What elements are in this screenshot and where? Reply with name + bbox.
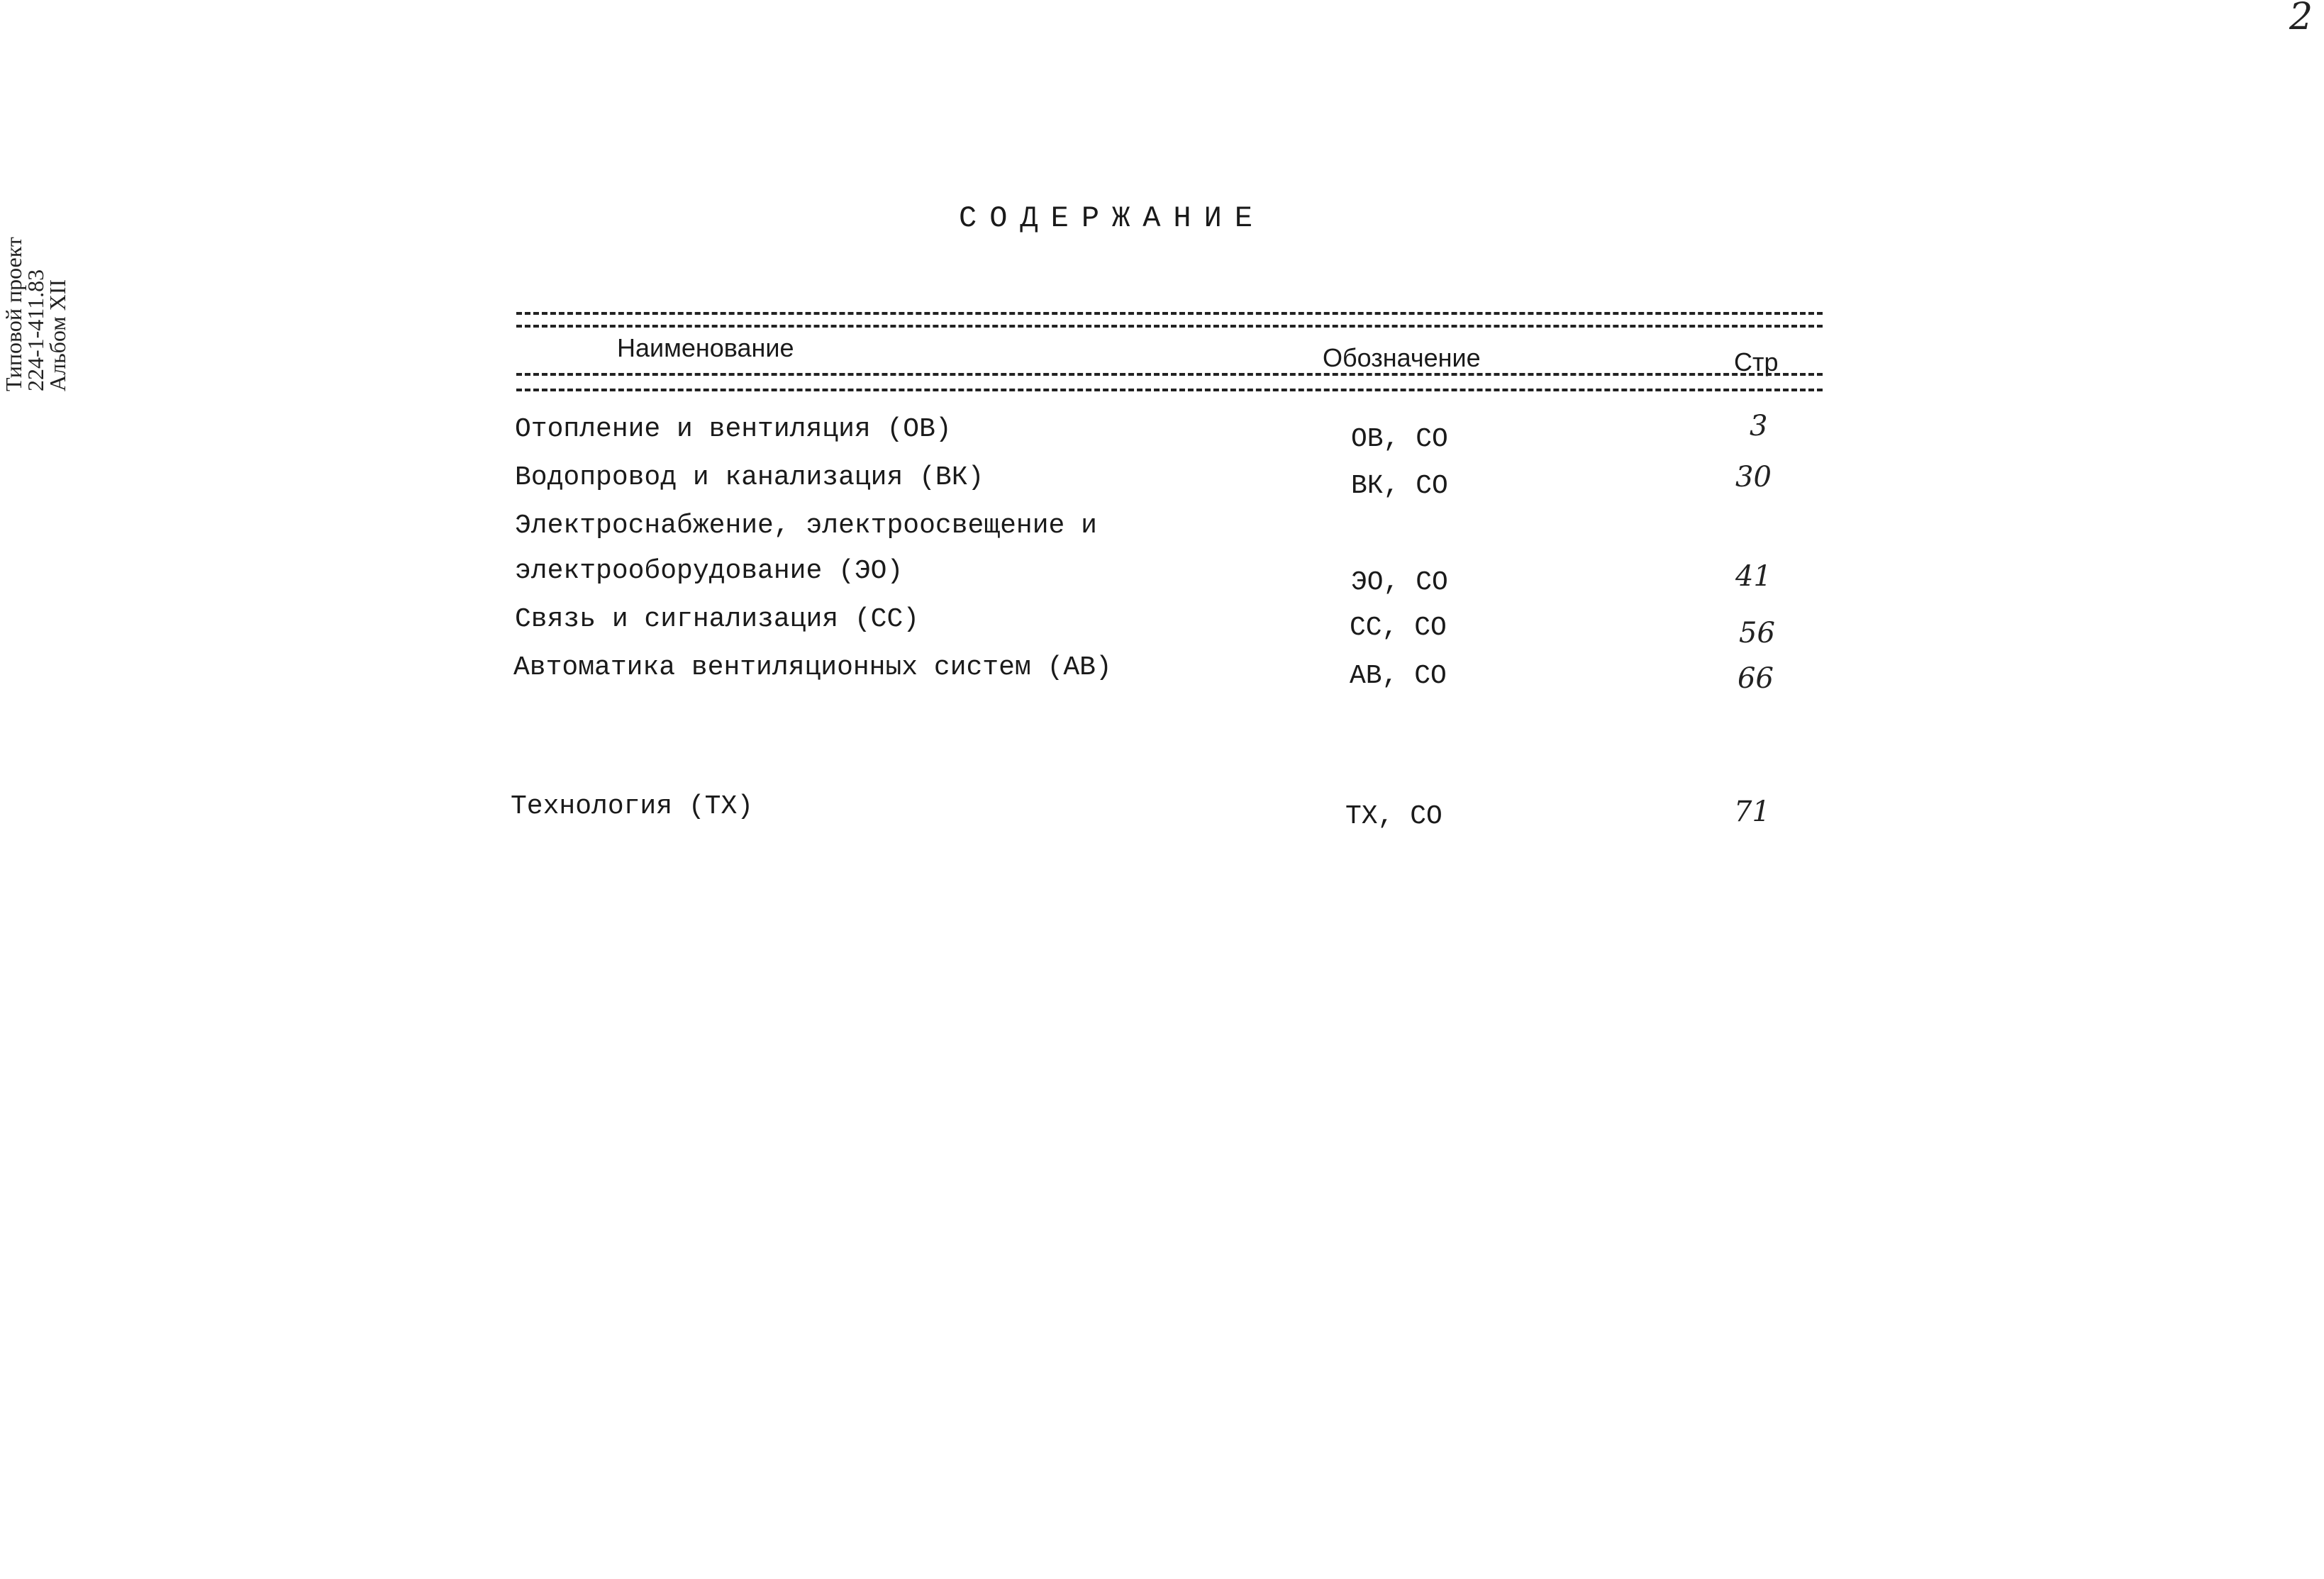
header-name: Наименование xyxy=(617,333,794,362)
side-stamp xyxy=(3,237,69,391)
stamp-line-code: 224-1-411.83 xyxy=(23,269,48,391)
header-page: Стр xyxy=(1734,347,1779,376)
stamp-line-album: Альбом XII xyxy=(45,279,70,391)
page-number: 2 xyxy=(2289,0,2313,38)
row-designation-av: АВ, СО xyxy=(1350,661,1447,691)
row-page-vk: 30 xyxy=(1735,461,1772,493)
header-designation: Обозначение xyxy=(1323,343,1481,372)
row-page-ss: 56 xyxy=(1739,617,1775,649)
row-name-eo-line2: электрооборудование (ЭО) xyxy=(515,556,904,586)
row-designation-ss: СС, СО xyxy=(1350,613,1447,643)
row-name-tx: Технология (ТХ) xyxy=(511,791,754,822)
stamp-line-project: Типовой проект xyxy=(1,237,26,391)
row-name-ss: Связь и сигнализация (СС) xyxy=(515,604,920,635)
row-name-eo-line1: Электроснабжение, электроосвещение и xyxy=(515,510,1097,541)
table-top-rule-inner xyxy=(516,325,1823,328)
row-name-ov: Отопление и вентиляция (ОВ) xyxy=(515,414,952,445)
header-bottom-rule xyxy=(516,373,1823,376)
row-page-ov: 3 xyxy=(1750,410,1768,442)
row-name-av: Автоматика вентиляционных систем (АВ) xyxy=(513,652,1112,683)
row-designation-eo: ЭО, СО xyxy=(1351,567,1448,598)
row-page-eo: 41 xyxy=(1735,560,1772,593)
row-designation-vk: ВК, СО xyxy=(1351,471,1448,501)
row-page-tx: 71 xyxy=(1734,796,1770,828)
row-designation-ov: ОВ, СО xyxy=(1351,424,1448,454)
header-bottom-rule-inner xyxy=(516,389,1823,391)
row-page-av: 66 xyxy=(1738,662,1774,695)
row-designation-tx: ТХ, СО xyxy=(1345,801,1442,832)
page-title: СОДЕРЖАНИЕ xyxy=(959,201,1266,235)
row-name-vk: Водопровод и канализация (ВК) xyxy=(515,462,984,493)
table-top-rule xyxy=(516,312,1823,315)
